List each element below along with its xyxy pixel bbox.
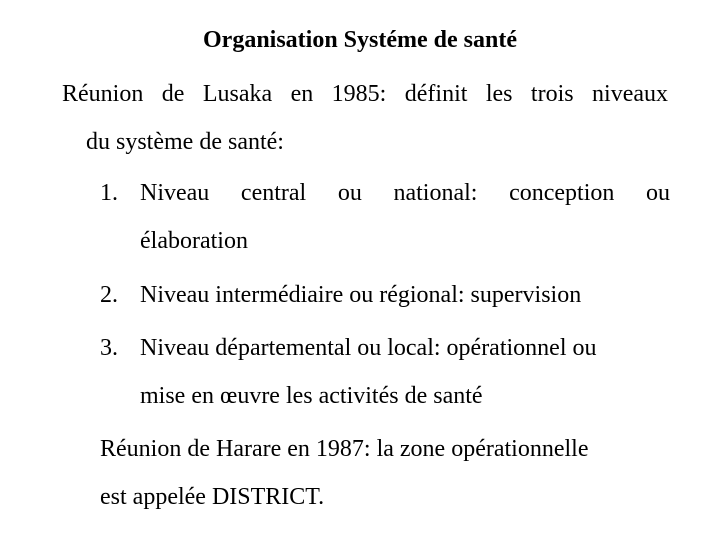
list-item-1-number: 1. bbox=[100, 180, 118, 206]
list-item-1-line-2: élaboration bbox=[140, 228, 248, 254]
list-item-3-line-1: Niveau départemental ou local: opérationnel ou bbox=[140, 335, 597, 361]
list-item-3-number: 3. bbox=[100, 335, 118, 361]
list-item-3-line-2: mise en œuvre les activités de santé bbox=[140, 383, 483, 409]
intro-line-1: Réunion de Lusaka en 1985: définit les trois niveaux bbox=[62, 81, 668, 107]
list-item-2-number: 2. bbox=[100, 282, 118, 308]
intro-line-2: du système de santé: bbox=[86, 129, 284, 155]
list-item-2-line-1: Niveau intermédiaire ou régional: supervision bbox=[140, 282, 582, 308]
closing-line-2: est appelée DISTRICT. bbox=[100, 484, 325, 510]
closing-line-1: Réunion de Harare en 1987: la zone opérationnelle bbox=[100, 436, 589, 462]
list-item-1-line-1: Niveau central ou national: conception ou bbox=[140, 180, 670, 206]
slide-title: Organisation Systéme de santé bbox=[203, 27, 517, 53]
